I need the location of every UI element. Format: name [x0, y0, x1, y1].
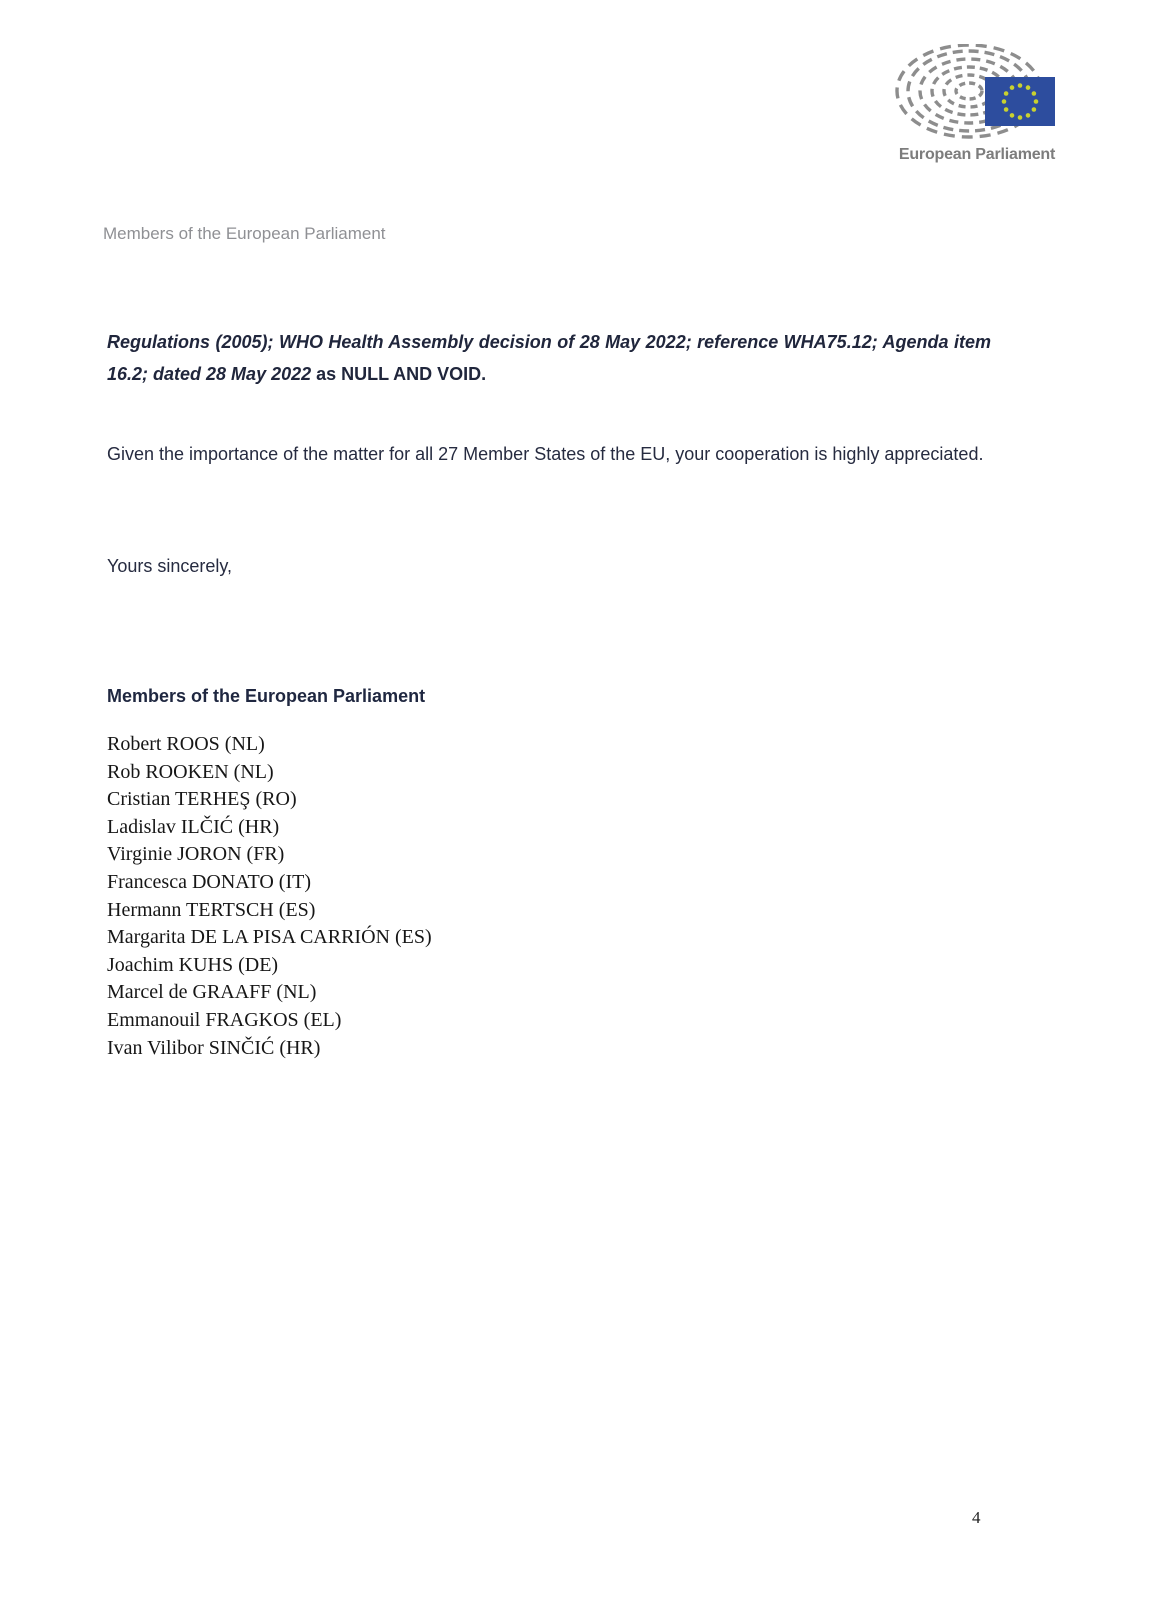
signatory-item: Marcel de GRAAFF (NL) — [107, 981, 317, 1004]
signature-heading: Members of the European Parliament — [107, 686, 426, 706]
signatory-item: Francesca DONATO (IT) — [107, 870, 312, 893]
recipient-line: Members of the European Parliament — [103, 224, 386, 243]
subject-paragraph — [107, 326, 991, 390]
body-paragraph: Given the importance of the matter for all 27 Member States of the EU, your cooperation is highly appreciated. — [107, 444, 984, 464]
signatories-list — [107, 731, 432, 1062]
signatory-item: Joachim KUHS (DE) — [107, 953, 279, 976]
page-number: 4 — [972, 1508, 981, 1527]
signatory-item: Robert ROOS (NL) — [107, 733, 265, 755]
signatory-item: Margarita DE LA PISA CARRIÓN (ES) — [107, 926, 432, 949]
european-parliament-logo — [893, 44, 1061, 164]
logo-wordmark: European Parliament — [898, 146, 1056, 163]
subject-upright-text: as NULL AND VOID. — [316, 364, 487, 384]
signatory-item: Virginie JORON (FR) — [107, 843, 285, 866]
signatory-item: Ivan Vilibor SINČIĆ (HR) — [107, 1036, 321, 1059]
hemicycle-eu-flag-icon — [893, 44, 1061, 144]
signatory-item: Emmanouil FRAGKOS (EL) — [107, 1008, 342, 1031]
closing-line: Yours sincerely, — [107, 556, 233, 576]
signatory-item: Ladislav ILČIĆ (HR) — [107, 815, 280, 838]
signatory-item: Hermann TERTSCH (ES) — [107, 898, 316, 921]
signatory-item: Rob ROOKEN (NL) — [107, 760, 274, 783]
subject-italic-text: Regulations (2005); WHO Health Assembly decision of 28 May 2022; reference WHA75.12; Agenda item 16.2; dated 28 May 2022 — [107, 332, 991, 384]
signatory-item: Cristian TERHEŞ (RO) — [107, 788, 297, 811]
